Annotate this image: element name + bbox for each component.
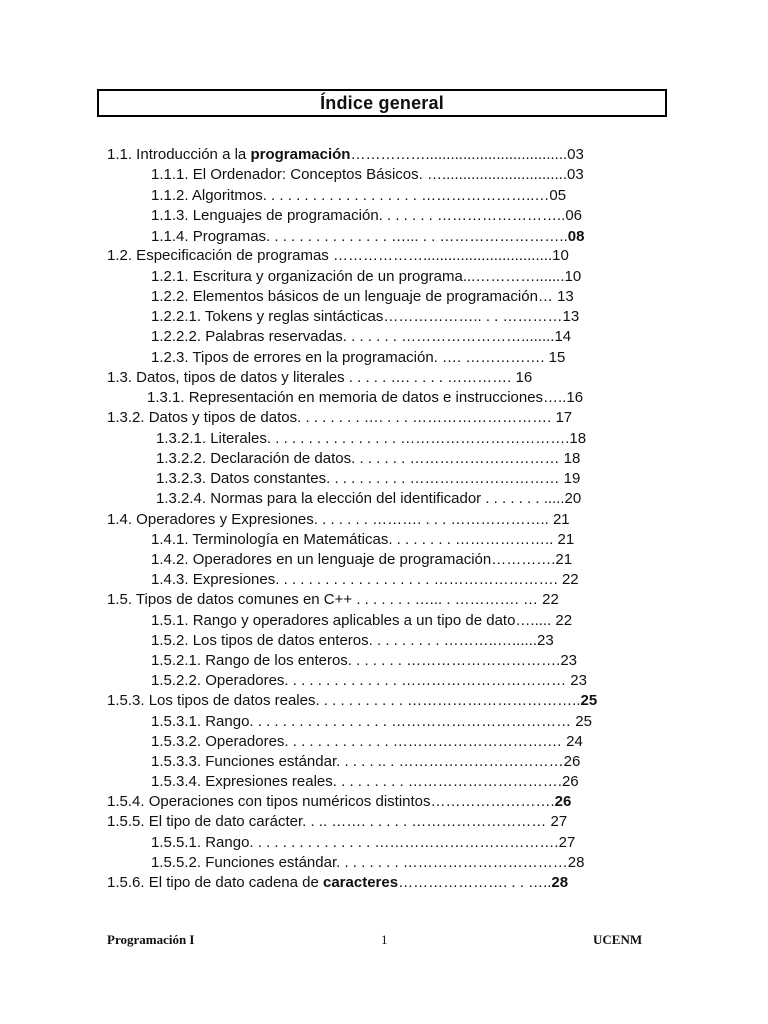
toc-entry-text: 1.5.5.2. Funciones estándar. . . . . . . . ……………………………28 [151, 854, 585, 871]
toc-entry-text: 1.5.5. El tipo de dato carácter. . .. ……. . . . . . ……………………… 27 [107, 813, 568, 830]
toc-entry-text: 1.3.2.3. Datos constantes. . . . . . . . . . ………………………… 19 [156, 470, 581, 487]
toc-entry-bold: 25 [580, 692, 598, 709]
toc-entry-text: 1.5.5.1. Rango. . . . . . . . . . . . . . . ……………………………….27 [151, 834, 576, 851]
toc-entry-text: 1.1.3. Lenguajes de programación. . . . . . . ……………………..06 [151, 207, 583, 224]
toc-entry [107, 146, 584, 164]
footer-page-number: 1 [381, 932, 388, 947]
toc-entry-text: 1.5.2.1. Rango de los enteros. . . . . . . ………………………….23 [151, 652, 577, 669]
toc-entry-text: 1.5.2.2. Operadores. . . . . . . . . . . . . . …………………………… 23 [151, 672, 587, 689]
toc-entry-text: 1.5.2. Los tipos de datos enteros. . . . . . . . . ………..…......23 [151, 632, 554, 649]
toc-entry [107, 591, 559, 609]
toc-entry-text: 1.1.1. El Ordenador: Conceptos Básicos. …..............................03 [151, 166, 584, 183]
toc-entry [107, 874, 568, 892]
toc-entry-text: 1.1.4. Programas. . . . . . . . . . . . . . . …... . . …………………….. [151, 228, 568, 245]
toc-entry [156, 450, 580, 468]
toc-entry [107, 409, 572, 427]
toc-entry-text: 1.3.2.2. Declaración de datos. . . . . . . ………………………… 18 [156, 450, 581, 467]
toc-entry-text: 1.2.3. Tipos de errores en la programación. …. ……………. 15 [151, 349, 566, 366]
toc-entry [151, 632, 554, 650]
toc-entry [156, 490, 581, 508]
toc-entry-text: 1.5.3. Los tipos de datos reales. . . . . . . . . . . …………………………….. [107, 692, 581, 709]
toc-entry-bold: 08 [567, 228, 585, 245]
toc-entry [151, 349, 565, 367]
toc-entry-text: 1.3.2. Datos y tipos de datos. . . . . . . . …. . . . ………………………. 17 [107, 409, 573, 426]
toc-entry [151, 773, 579, 791]
toc-entry-page: 28 [551, 874, 569, 891]
toc-entry [156, 470, 580, 488]
toc-entry-text: 1.4. Operadores y Expresiones. . . . . . . ………. . . . ……………….. 21 [107, 511, 570, 528]
toc-entry [151, 308, 579, 326]
toc-entry-text: 1.2.1. Escritura y organización de un programa...………….......10 [151, 268, 582, 285]
footer-institution: UCENM [593, 932, 643, 947]
toc-entry [107, 247, 569, 265]
toc-entry [151, 531, 574, 549]
toc-entry [151, 672, 587, 690]
toc-entry [151, 551, 572, 569]
toc-entry-text: 1.3. Datos, tipos de datos y literales . . . . . …. . . . . …………. 16 [107, 369, 533, 386]
footer-course: Programación I [107, 932, 195, 947]
toc-entry-text: 1.5.3.2. Operadores. . . . . . . . . . . . . ………………………….… 24 [151, 733, 583, 750]
toc-entry-text: 1.2.2.2. Palabras reservadas. . . . . . . ……………………........14 [151, 328, 572, 345]
page-title: Índice general [320, 92, 444, 113]
toc-entry-text: 1.3.2.1. Literales. . . . . . . . . . . . . . . . …………………………….18 [156, 430, 587, 447]
toc-entry [151, 713, 592, 731]
toc-entry [107, 793, 571, 811]
toc-entry-text: 1.5.3.1. Rango. . . . . . . . . . . . . . . . . ……………………………… 25 [151, 713, 592, 730]
toc-entry [151, 328, 571, 346]
toc-entry-text: 1.2.2. Elementos básicos de un lenguaje de programación… 13 [151, 288, 574, 305]
toc-entry-text: 1.3.2.4. Normas para la elección del identificador . . . . . . . .....20 [156, 490, 582, 507]
toc-entry-text: 1.4.3. Expresiones. . . . . . . . . . . . . . . . . . . ……………………. 22 [151, 571, 579, 588]
toc-entry-text: 1.5. Tipos de datos comunes en C++ . . . . . . . …... . …………. … 22 [107, 591, 559, 608]
toc-entry [151, 207, 582, 225]
toc-entry [151, 228, 584, 246]
toc-entry-text: 1.2.2.1. Tokens y reglas sintácticas……………….. . . …………13 [151, 308, 580, 325]
toc-entry [151, 571, 579, 589]
toc-entry [151, 834, 575, 852]
toc-entry-text: 1.1. Introducción a la [107, 146, 251, 163]
toc-entry [151, 652, 577, 670]
toc-entry-text: 1.5.3.4. Expresiones reales. . . . . . . . . ………………………….26 [151, 773, 579, 790]
toc-entry-text: 1.5.1. Rango y operadores aplicables a un tipo de dato…..... 22 [151, 612, 573, 629]
toc-entry-bold: 26 [554, 793, 572, 810]
toc-entry [151, 854, 585, 872]
toc-entry-text: 1.2. Especificación de programas ………………...............................10 [107, 247, 569, 264]
toc-entry-text: 1.4.1. Terminología en Matemáticas. . . . . . . . ……………….. 21 [151, 531, 575, 548]
toc-entry-text: 1.5.6. El tipo de dato cadena de [107, 874, 323, 891]
toc-entry [151, 288, 574, 306]
toc-entry [151, 187, 566, 205]
toc-entry-text: 1.5.4. Operaciones con tipos numéricos distintos……………………. [107, 793, 555, 810]
toc-entry [151, 753, 580, 771]
toc-entry-leader: …………………. . . ….. [398, 874, 552, 891]
toc-entry [151, 612, 572, 630]
toc-entry [107, 692, 597, 710]
toc-entry [107, 813, 567, 831]
toc-entry-text: 1.4.2. Operadores en un lenguaje de programación………….21 [151, 551, 573, 568]
toc-entry-text: 1.5.3.3. Funciones estándar. . . . . .. . ……………………………26 [151, 753, 581, 770]
toc-entry [107, 511, 570, 529]
toc-entry [151, 733, 583, 751]
toc-entry [107, 369, 532, 387]
toc-entry [151, 268, 581, 286]
toc-entry-bold: caracteres [323, 874, 399, 891]
toc-entry [156, 430, 586, 448]
toc-entry-text: 1.1.2. Algoritmos. . . . . . . . . . . . . . . . . . . …………………..…05 [151, 187, 567, 204]
toc-entry [151, 166, 584, 184]
toc-entry-bold: programación [250, 146, 351, 163]
toc-entry-leader: ……………..................................03 [350, 146, 584, 163]
toc-entry-text: 1.3.1. Representación en memoria de datos e instrucciones…..16 [147, 389, 584, 406]
toc-entry [147, 389, 583, 407]
